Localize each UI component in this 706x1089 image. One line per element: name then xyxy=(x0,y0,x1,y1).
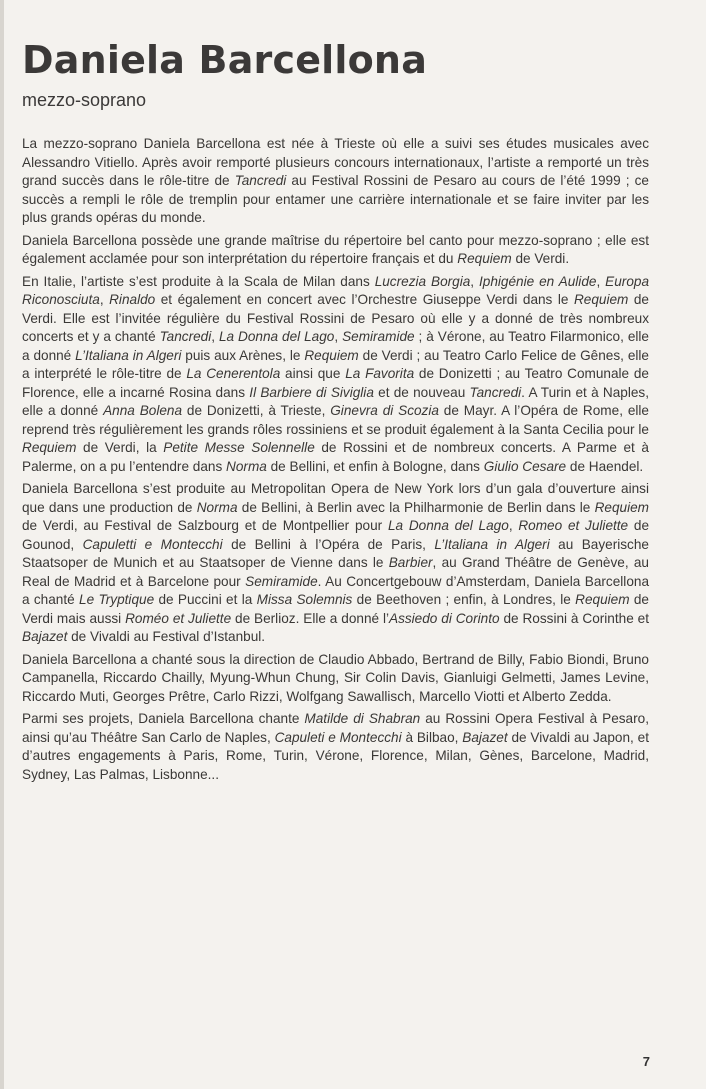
bio-text: et également en concert avec l’Orchestre Giuseppe Verdi dans le xyxy=(155,292,574,307)
work-title: Bajazet xyxy=(22,629,68,644)
bio-text: au Festival Rossini de Pesaro au cours de l’été 1999 ; ce succès a rempli le rôle de tremplin pour entamer une carrière internationale et se faire inviter par les plus grands opéras du monde. xyxy=(22,173,649,225)
work-title: Le Tryptique xyxy=(79,592,155,607)
work-title: Giulio Cesare xyxy=(483,458,567,474)
bio-text: de Gounod, xyxy=(22,518,650,552)
bio-text: de Bellini, et enfin à Bologne, dans xyxy=(266,458,484,474)
work-title: Semiramide xyxy=(342,329,415,344)
page-number: 7 xyxy=(642,1054,650,1069)
work-title: La Donna del Lago xyxy=(387,518,509,533)
work-title: Norma xyxy=(226,458,267,474)
work-title: Anna Bolena xyxy=(103,403,183,418)
work-title: Il Barbiere di Siviglia xyxy=(249,384,374,400)
bio-text: En Italie, l’artiste s’est produite à la Scala de Milan dans xyxy=(22,273,375,289)
bio-text: puis aux Arènes, le xyxy=(181,347,305,363)
work-title: Roméo et Juliette xyxy=(125,610,232,626)
bio-text: , xyxy=(596,273,606,289)
work-title: Bajazet xyxy=(462,729,508,745)
bio-text: de Haendel. xyxy=(566,458,644,474)
work-title: La Cenerentola xyxy=(186,366,281,381)
bio-text: au Rossini Opera Festival à Pesaro, ainsi qu’au Théâtre San Carlo de Naples, xyxy=(22,711,649,745)
bio-text: Daniela Barcellona s’est produite au Metropolitan Opera de New York lors d’un gala d’ouverture ainsi que dans une production de xyxy=(22,481,649,515)
bio-text: ; à Vérone, au Teatro Filarmonico, elle a donné xyxy=(22,329,649,363)
work-title: Requiem xyxy=(594,499,650,515)
work-title: Requiem xyxy=(22,440,77,455)
bio-text: de Mayr. A l’Opéra de Rome, elle reprend très régulièrement les grands rôles rossiniens et se produit également à la Santa Cecilia pour le xyxy=(22,403,649,437)
bio-text: de Vivaldi au Festival d’Istanbul. xyxy=(67,629,266,644)
bio-text: Daniela Barcellona possède une grande maîtrise du répertoire bel canto pour mezzo-soprano ; elle est également acclamée pour son interprétation du répertoire français et du xyxy=(22,232,649,266)
bio-text: . Au Concertgebouw d’Amsterdam, Daniela Barcellona a chanté xyxy=(22,573,649,607)
work-title: Requiem xyxy=(304,347,359,363)
work-title: Tancredi xyxy=(469,384,522,400)
bio-text: de Beethoven ; enfin, à Londres, le xyxy=(352,592,576,607)
work-title: Requiem xyxy=(575,592,630,607)
bio-text: de Vivaldi au Japon, et d’autres engagements à Paris, Rome, Turin, Vérone, Florence, Milan, Gènes, Barcelone, Madrid, Sydney, Las Palmas, Lisbonne... xyxy=(22,729,649,782)
work-title: Semiramide xyxy=(245,573,318,589)
bio-paragraph xyxy=(22,651,649,707)
bio-text: Parmi ses projets, Daniela Barcellona chante xyxy=(22,711,305,726)
work-title: Tancredi xyxy=(234,173,287,188)
bio-text: , xyxy=(470,273,480,289)
bio-text: de Verdi. Elle est l’invitée régulière du Festival Rossini de Pesaro où elle y a donné de très nombreux concerts et y a chanté xyxy=(22,292,649,344)
bio-text: au Bayerische Staatsoper de Munich et au Staatsoper de Vienne dans le xyxy=(22,536,649,570)
bio-text: ainsi que xyxy=(280,366,346,381)
bio-text: La mezzo-soprano Daniela Barcellona est née à Trieste où elle a suivi ses études musicales avec Alessandro Vitiello. Après avoir remporté plusieurs concours internationaux, l’artiste a remporté un très grand succès dans le rôle-titre de xyxy=(22,136,649,188)
work-title: Rinaldo xyxy=(109,292,156,307)
bio-text: , xyxy=(508,518,519,533)
work-title: Matilde di Shabran xyxy=(304,711,421,726)
bio-paragraph xyxy=(22,480,649,647)
work-title: Tancredi xyxy=(159,329,212,344)
bio-text: de Verdi ; au Teatro Carlo Felice de Gênes, elle a interprété le rôle-titre de xyxy=(22,347,649,381)
bio-text: et de nouveau xyxy=(373,384,470,400)
work-title: Capuleti e Montecchi xyxy=(274,729,402,745)
bio-text: de Verdi. xyxy=(511,251,570,266)
work-title: Requiem xyxy=(457,251,512,266)
bio-text: de Verdi, la xyxy=(76,440,164,455)
work-title: Romeo et Juliette xyxy=(518,518,629,533)
bio-text: . A Turin et à Naples, elle a donné xyxy=(22,384,649,418)
bio-text: de Rossini à Corinthe et xyxy=(499,610,649,626)
voice-type: mezzo-soprano xyxy=(22,90,147,110)
bio-text: , xyxy=(211,329,219,344)
bio-text: de Donizetti, à Trieste, xyxy=(182,403,331,418)
bio-text: Daniela Barcellona a chanté sous la direction de Claudio Abbado, Bertrand de Billy, Fabio Biondi, Bruno Campanella, Riccardo Chailly, Myung-Whun Chung, Sir Colin Davis, Gianluigi Gelmetti, James Levine, Riccardo Muti, Georges Prêtre, Carlo Rizzi, Wolfgang Sawallisch, Marcello Viotti et Alberto Zedda. xyxy=(22,651,649,704)
page-edge xyxy=(0,0,4,1089)
work-title: Capuletti e Montecchi xyxy=(82,536,223,552)
work-title: Assiedo di Corinto xyxy=(389,610,500,626)
bio-text: de Verdi mais aussi xyxy=(22,592,649,626)
bio-text: de Verdi, au Festival de Salzbourg et de Montpellier pour xyxy=(22,518,388,533)
work-title: Missa Solemnis xyxy=(256,592,353,607)
work-title: Iphigénie en Aulide xyxy=(479,273,597,289)
bio-text: de Rossini et de nombreux concerts. A Parme et à Palerme, on a pu l’entendre dans xyxy=(22,440,649,474)
work-title: L’Italiana in Algeri xyxy=(75,347,182,363)
bio-paragraph xyxy=(22,232,649,269)
bio-paragraph xyxy=(22,273,649,477)
work-title: La Donna del Lago xyxy=(218,329,335,344)
work-title: Norma xyxy=(196,499,238,515)
document-body xyxy=(22,38,649,788)
work-title: Europa Riconosciuta xyxy=(22,273,650,307)
bio-text: , au Grand Théâtre de Genève, au Real de Madrid et à Barcelone pour xyxy=(22,555,649,589)
work-title: Petite Messe Solennelle xyxy=(163,440,315,455)
bio-text: de Bellini à l’Opéra de Paris, xyxy=(222,536,435,552)
bio-paragraph xyxy=(22,710,649,784)
bio-text: de Berlioz. Elle a donné l’ xyxy=(231,610,389,626)
bio-paragraph xyxy=(22,135,649,228)
bio-text: de Puccini et la xyxy=(154,592,257,607)
bio-text: , xyxy=(334,329,343,344)
bio-text: à Bilbao, xyxy=(401,729,463,745)
artist-name: Daniela Barcellona xyxy=(22,38,428,82)
work-title: La Favorita xyxy=(345,366,415,381)
work-title: Lucrezia Borgia xyxy=(374,273,471,289)
bio-text: de Donizetti ; au Teatro Comunale de Florence, elle a incarné Rosina dans xyxy=(22,366,649,400)
bio-text: de Bellini, à Berlin avec la Philharmonie de Berlin dans le xyxy=(237,499,595,515)
work-title: Requiem xyxy=(573,292,629,307)
work-title: L’Italiana in Algeri xyxy=(434,536,550,552)
work-title: Barbier xyxy=(388,555,433,570)
work-title: Ginevra di Scozia xyxy=(330,403,439,418)
biography xyxy=(22,135,649,784)
bio-text: , xyxy=(99,292,110,307)
